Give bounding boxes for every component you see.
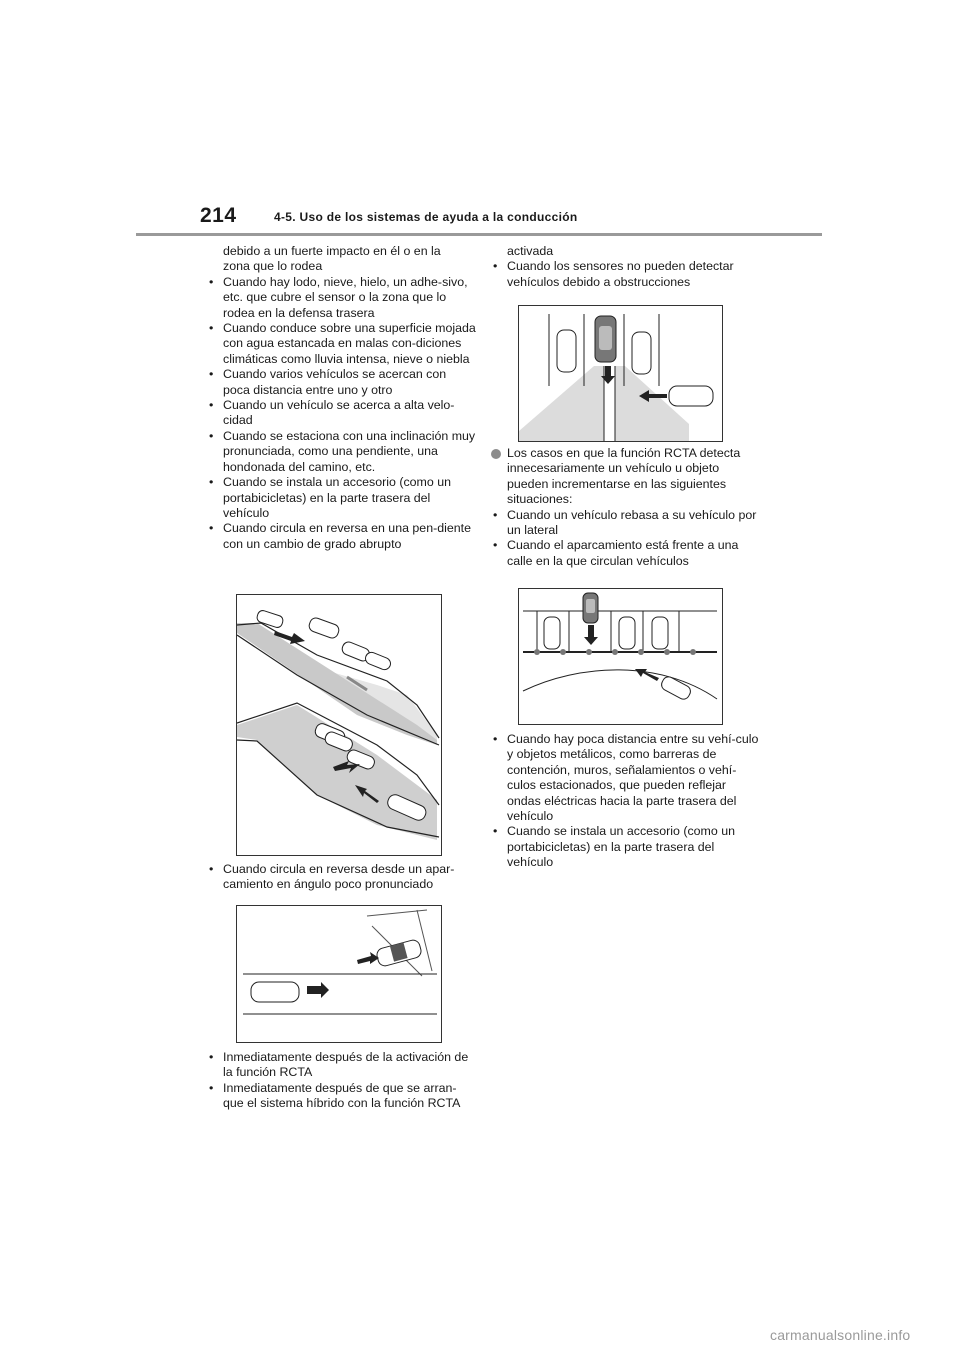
left-column-top [206,244,476,552]
list-item: • Cuando se estaciona con una inclinación muy pronunciada, como una pendiente, una hondonada del camino, etc. [206,429,476,475]
page-header [196,200,826,236]
list-item: • Cuando se instala un accesorio (como un portabicicletas) en la parte trasera del vehículo [490,824,760,870]
list-item: • Cuando un vehículo se acerca a alta velo-cidad [206,398,476,429]
figure-parking-facing-street [518,588,723,725]
left-column-bottom [206,1050,476,1112]
right-column-mid [490,446,760,569]
continued-text: activada [507,244,554,258]
watermark: carmanualsonline.info [770,1327,911,1343]
list-item [490,446,760,508]
list-item: • Cuando circula en reversa en una pen-diente con un cambio de grado abrupto [206,521,476,552]
list-item: • Inmediatamente después de la activación de la función RCTA [206,1050,476,1081]
list-item: • Cuando varios vehículos se acercan con poca distancia entre uno y otro [206,367,476,398]
continued-text: zona que lo rodea [223,259,323,274]
paragraph: Los casos en que la función RCTA detecta innecesariamente un vehículo u objeto pueden incrementarse en las siguientes situaciones: [507,446,741,507]
circle-bullet-icon [491,449,501,459]
continued-text: debido a un fuerte impacto en él o en la [223,244,441,258]
list-item: • Cuando hay lodo, nieve, hielo, un adhe-sivo, etc. que cubre el sensor o la zona que lo rodea en la defensa trasera [206,275,476,321]
list-item: • Inmediatamente después de que se arran-que el sistema híbrido con la función RCTA [206,1081,476,1112]
list-item: • Cuando conduce sobre una superficie mojada con agua estancada en malas con-diciones climáticas como lluvia intensa, nieve o niebla [206,321,476,367]
list-item: • Cuando los sensores no pueden detectar vehículos debido a obstrucciones [490,259,760,290]
list-item: • Cuando un vehículo rebasa a su vehículo por un lateral [490,508,760,539]
section-title: 4-5. Uso de los sistemas de ayuda a la conducción [274,210,578,224]
right-column-top [490,244,760,290]
left-column-mid [206,862,476,893]
figure-slope-road [236,594,442,856]
page-number: 214 [200,204,237,227]
list-item: • Cuando el aparcamiento está frente a una calle en la que circulan vehículos [490,538,760,569]
header-rule [136,233,822,236]
list-item: • Cuando hay poca distancia entre su vehí-culo y objetos metálicos, como barreras de contención, muros, señalamientos o vehí-culos estacionados, que pueden reflejar ondas eléctricas hacia la parte trasera del vehículo [490,732,760,824]
right-column-bottom [490,732,760,871]
figure-angled-parking [236,905,442,1043]
list-item: • Cuando circula en reversa desde un apar-camiento en ángulo poco pronunciado [206,862,476,893]
list-item: • Cuando se instala un accesorio (como un portabicicletas) en la parte trasera del vehículo [206,475,476,521]
figure-obstructed-sensors [518,305,723,442]
